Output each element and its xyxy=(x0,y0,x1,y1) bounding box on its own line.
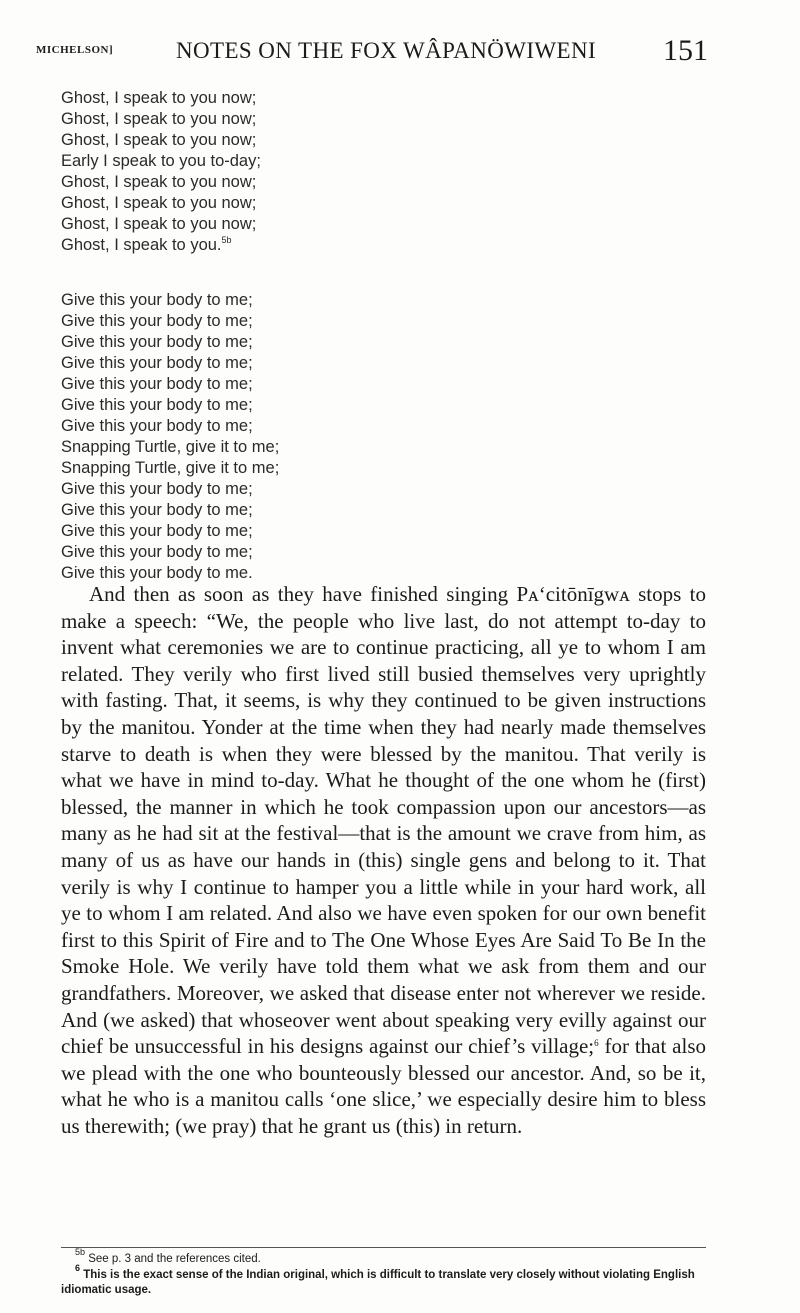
song-line: Give this your body to me; xyxy=(61,522,253,540)
song-line: Give this your body to me; xyxy=(61,417,253,435)
speech-paragraph xyxy=(61,581,706,1139)
song-line: Give this your body to me; xyxy=(61,312,253,330)
footnotes xyxy=(61,1247,711,1299)
song-line: Early I speak to you to-day; xyxy=(61,152,261,170)
running-head-title: NOTES ON THE FOX WÂPANÖWIWENI xyxy=(176,38,597,63)
song-line: Ghost, I speak to you now; xyxy=(61,131,257,149)
footnote-text: This is the exact sense of the Indian original, which is difficult to translate very closely without violating English idiomatic usage. xyxy=(61,1268,695,1296)
paragraph-text: And then as soon as they have finished singing Pᴀ‘citōnīgwᴀ stops to make a speech: “We, the people who live last, do not attempt to-day to invent what ceremonies we are to continue practicing, all ye to whom I am related. They verily who first lived still busied themselves very uprightly with fasting. That, it seems, is why they continued to be given instructions by the manitou. Yonder at the time when they had nearly made themselves starve to death is when they were blessed by the manitou. That verily is what we have in mind to-day. What he thought of the one whom he (first) blessed, the manner in which he took compassion upon our ancestors—as many as he had sit at the festival—that is the amount we crave from him, as many of us as have our hands in (this) single gens and belong to it. That verily is why I continue to hamper you a little while in your hard work, all ye to whom I am related. And also we have even spoken for our own benefit first to this Spirit of Fire and to The One Whose Eyes Are Said To Be In the Smoke Hole. We verily have told them what we ask from them and our grandfathers. Moreover, we asked that disease enter not wherever we reside. And (we asked) that whoseover went about speaking very evilly against our chief be unsuccessful in his designs against our chief’s village; xyxy=(61,582,706,1059)
paragraph-text-continued: for that also we plead with the one who bounteously blessed our ancestor. And, so be it, what he who is a manitou calls ‘one slice,’ we especially desire him to bless us therewith; (we pray) that he grant us (this) in return. xyxy=(61,1034,706,1138)
footnote-divider xyxy=(61,1247,706,1248)
song-line: Give this your body to me; xyxy=(61,354,253,372)
song-line: Give this your body to me; xyxy=(61,501,253,519)
song-line: Give this your body to me; xyxy=(61,333,253,351)
running-head-author: MICHELSON] xyxy=(36,44,114,56)
song-line: Ghost, I speak to you now; xyxy=(61,173,257,191)
page-number: 151 xyxy=(663,34,708,67)
song-line: Give this your body to me; xyxy=(61,543,253,561)
song-stanza-ghost xyxy=(61,88,621,256)
song-line: Ghost, I speak to you now; xyxy=(61,89,257,107)
footnote-text: See p. 3 and the references cited. xyxy=(88,1253,261,1265)
song-line: Give this your body to me; xyxy=(61,291,253,309)
song-line: Ghost, I speak to you now; xyxy=(61,194,257,212)
song-line: Ghost, I speak to you now; xyxy=(61,110,257,128)
footnote-mark: 6 xyxy=(75,1262,81,1273)
song-line: Snapping Turtle, give it to me; xyxy=(61,438,280,456)
song-line: Snapping Turtle, give it to me; xyxy=(61,459,280,477)
footnote-mark: 5b xyxy=(75,1247,86,1257)
song-stanza-body xyxy=(61,290,621,584)
footnote-ref-5b: 5b xyxy=(221,235,232,245)
song-line-text: Ghost, I speak to you. xyxy=(61,236,222,254)
song-line: Give this your body to me; xyxy=(61,480,253,498)
song-line-last xyxy=(61,235,621,256)
footnote xyxy=(61,1247,711,1268)
song-line: Give this your body to me. xyxy=(61,564,253,582)
footnote xyxy=(61,1262,711,1299)
footnote-ref-6: 6 xyxy=(594,1038,599,1049)
running-header xyxy=(36,34,708,74)
song-line: Ghost, I speak to you now; xyxy=(61,215,257,233)
song-line: Give this your body to me; xyxy=(61,375,253,393)
song-line: Give this your body to me; xyxy=(61,396,253,414)
